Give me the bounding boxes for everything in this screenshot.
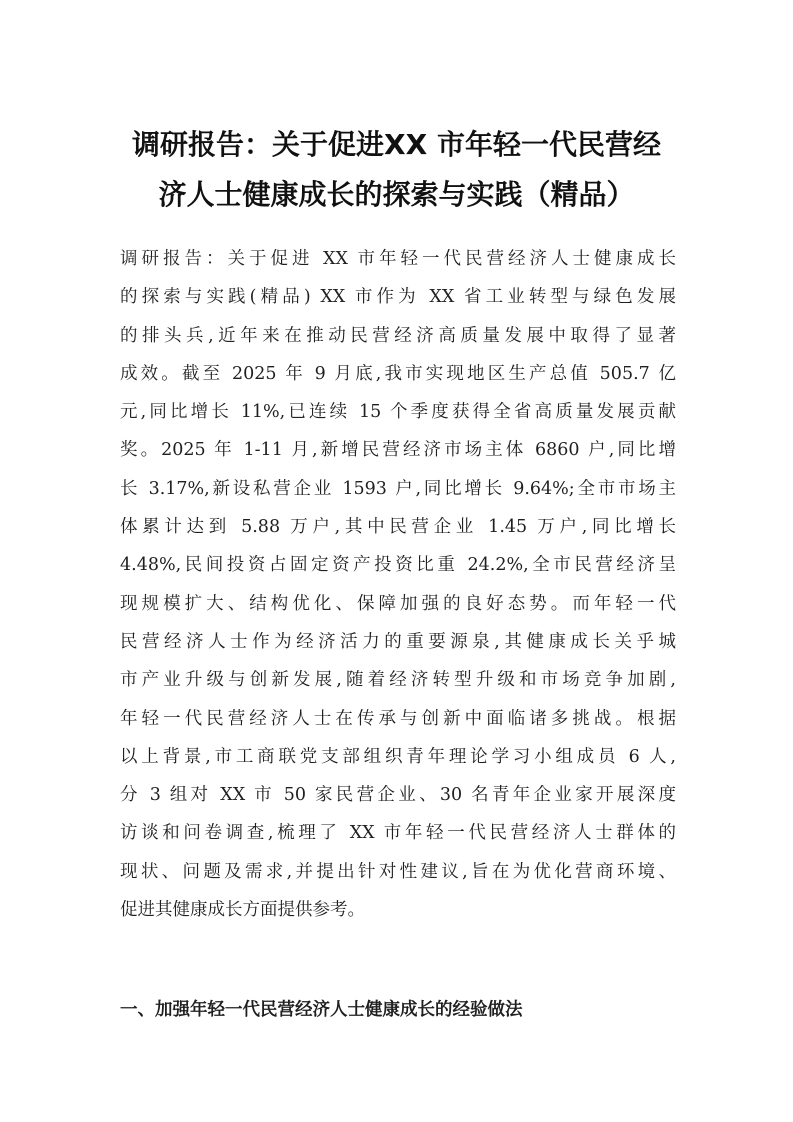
body-line-9: 4.48%,民间投资占固定资产投资比重 24.2%,全市民营经济呈 — [120, 555, 676, 576]
body-line-13: 年轻一代民营经济人士在传承与创新中面临诸多挑战。根据 — [120, 708, 676, 729]
body-line-3: 的排头兵,近年来在推动民营经济高质量发展中取得了显著 — [120, 325, 676, 346]
body-line-6: 奖。2025 年 1-11 月,新增民营经济市场主体 6860 户,同比增 — [120, 440, 676, 461]
title-line-2: 济人士健康成长的探索与实践（精品） — [158, 178, 635, 211]
body-line-4: 成效。截至 2025 年 9 月底,我市实现地区生产总值 505.7 亿 — [120, 363, 676, 384]
body-line-15: 分 3 组对 XX 市 50 家民营企业、30 名青年企业家开展深度 — [120, 785, 676, 806]
body-line-10: 现规模扩大、结构优化、保障加强的良好态势。而年轻一代 — [120, 593, 676, 614]
section-heading: 一、加强年轻一代民营经济人士健康成长的经验做法 — [120, 1000, 523, 1020]
body-line-12: 市产业升级与创新发展,随着经济转型升级和市场竞争加剧, — [120, 670, 676, 691]
body-line-7: 长 3.17%,新设私营企业 1593 户,同比增长 9.64%;全市市场主 — [120, 478, 676, 499]
body-line-2: 的探索与实践(精品) XX 市作为 XX 省工业转型与绿色发展 — [120, 287, 676, 308]
body-line-5: 元,同比增长 11%,已连续 15 个季度获得全省高质量发展贡献 — [120, 402, 676, 423]
body-line-8: 体累计达到 5.88 万户,其中民营企业 1.45 万户,同比增长 — [120, 517, 676, 538]
body-line-11: 民营经济人士作为经济活力的重要源泉,其健康成长关乎城 — [120, 631, 676, 652]
body-paragraph — [120, 240, 676, 929]
body-line-17: 现状、问题及需求,并提出针对性建议,旨在为优化营商环境、 — [120, 861, 676, 882]
body-line-18: 促进其健康成长方面提供参考。 — [120, 900, 365, 921]
document-title — [100, 120, 693, 220]
body-line-1: 调研报告：关于促进 XX 市年轻一代民营经济人士健康成长 — [120, 249, 676, 269]
body-line-14: 以上背景,市工商联党支部组织青年理论学习小组成员 6 人, — [120, 746, 676, 767]
title-line-1: 调研报告：关于促进XX 市年轻一代民营经 — [132, 128, 661, 161]
body-line-16: 访谈和问卷调查,梳理了 XX 市年轻一代民营经济人士群体的 — [120, 823, 676, 844]
